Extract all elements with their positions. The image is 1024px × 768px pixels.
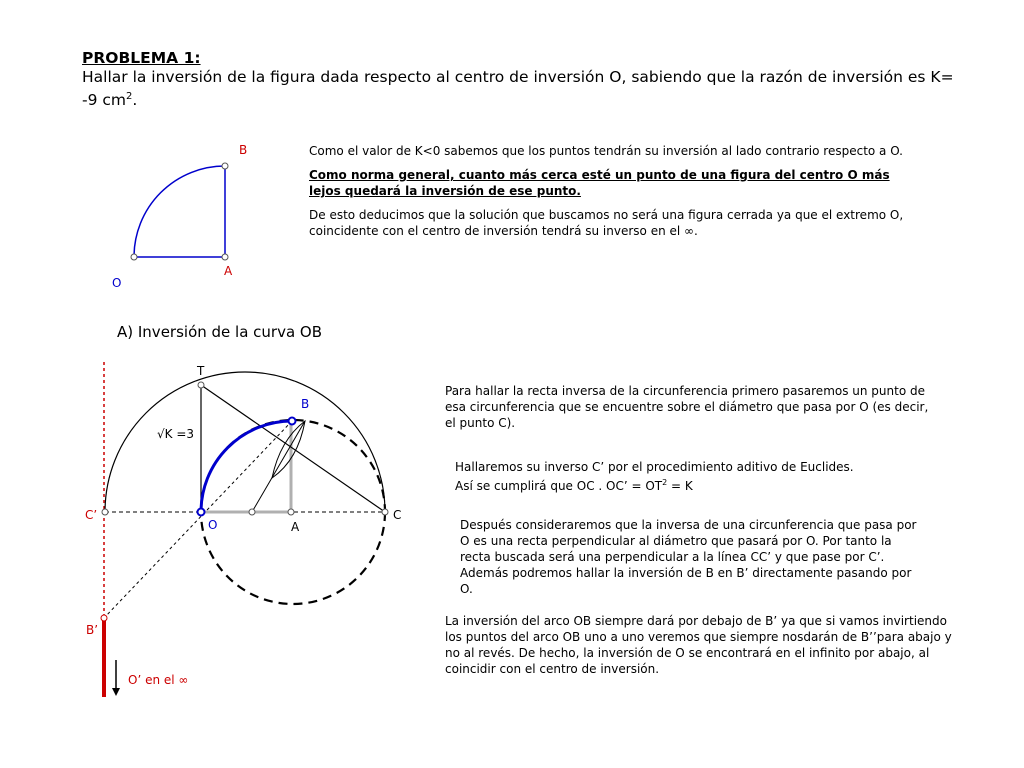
explanation-2-formula-end: = K (667, 479, 693, 493)
fig2-label-b: B (301, 397, 310, 411)
fig1-label-o: O (112, 276, 122, 290)
explanation-1: Para hallar la recta inversa de la circunferencia primero pasaremos un punto de esa circunferencia que se encuentre sobre el diámetro que pasa por O (es decir, el punto C). (445, 384, 929, 430)
fig2-point-b (289, 418, 296, 425)
fig2-point-a (288, 509, 294, 515)
fig2-euclid-semicircle (105, 372, 385, 512)
fig2-label-t: T (197, 364, 205, 378)
fig2-label-c-prime: C’ (85, 508, 98, 522)
fig1-point-b (222, 163, 228, 169)
figure-2 (101, 362, 388, 697)
fig2-label-o-infinity: O’ en el ∞ (128, 673, 189, 687)
fig1-arc-ob (134, 166, 225, 257)
fig2-label-c: C (393, 508, 402, 522)
problem-heading: PROBLEMA 1: (82, 49, 201, 67)
down-arrow-head-icon (112, 688, 120, 696)
fig2-point-o (198, 509, 205, 516)
explanation-2-line-1: Hallaremos su inverso C’ por el procedimiento aditivo de Euclides. (455, 460, 854, 474)
fig2-point-center (249, 509, 255, 515)
fig2-point-t (198, 382, 204, 388)
explanation-2-exponent: 2 (662, 478, 668, 487)
fig2-point-b-prime (101, 615, 107, 621)
fig2-point-c-prime (102, 509, 108, 515)
fig2-line-bb-prime (104, 421, 292, 618)
fig1-point-o (131, 254, 137, 260)
explanation-4: La inversión del arco OB siempre dará por debajo de B’ ya que si vamos invirtiendo los puntos del arco OB uno a uno veremos que siempre nosdarán de B’’para abajo y no al revés. De hecho, la inversión de O se encontrará en el infinito por abajo, al coincidir con el centro de inversión. (445, 614, 952, 676)
problem-text: Hallar la inversión de la figura dada respecto al centro de inversión O, sabiendo que la razón de inversión es K= -9 cm (82, 68, 954, 110)
fig1-point-a (222, 254, 228, 260)
figure-1 (131, 163, 228, 260)
intro-paragraph-1: Como el valor de K<0 sabemos que los puntos tendrán su inversión al lado contrario respecto a O. (309, 144, 903, 158)
section-a-heading: A) Inversión de la curva OB (117, 323, 323, 341)
explanation-2-formula: Así se cumplirá que OC . OC’ = OT (455, 479, 663, 493)
fig2-label-o: O (208, 518, 218, 532)
fig2-point-c (382, 509, 388, 515)
fig1-label-a: A (224, 264, 233, 278)
fig2-label-b-prime: B’ (86, 623, 99, 637)
fig1-label-b: B (239, 143, 248, 157)
fig2-label-a: A (291, 520, 300, 534)
intro-paragraph-3: De esto deducimos que la solución que buscamos no será una figura cerrada ya que el extremo O, coincidente con el centro de inversión tendrá su inverso en el ∞. (309, 208, 904, 238)
fig2-label-sqrt-k: √K =3 (157, 427, 195, 441)
problem-unit-exponent: 2 (126, 91, 133, 102)
intro-paragraph-2-bold: Como norma general, cuanto más cerca esté un punto de una figura del centro O más lejos quedará la inversión de ese punto. (309, 168, 890, 198)
problem-end: . (132, 91, 138, 110)
explanation-3: Después consideraremos que la inversa de una circunferencia que pasa por O es una recta perpendicular al diámetro que pasará por O. Por tanto la recta buscada será una perpendicular a la línea CC’ y que pase por C’. Además podremos hallar la inversión de B en B’ directamente pasando por O. (460, 518, 917, 596)
